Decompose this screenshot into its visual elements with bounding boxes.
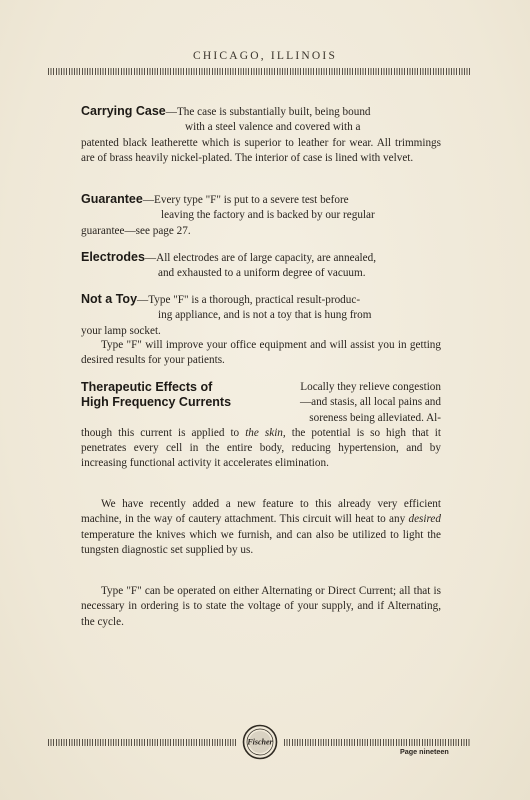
carrying-case-heading: Carrying Case: [81, 104, 166, 118]
electrodes-line1: —All electrodes are of large capacity, are annealed,: [144, 252, 377, 264]
svg-text:Fischer: Fischer: [247, 737, 273, 747]
therapeutic-row3: [81, 411, 441, 426]
therapeutic-line2: —and stasis, all local pains and: [299, 396, 441, 409]
company-seal-logo: [242, 724, 278, 760]
assist-paragraph: Type "F" will improve your office equipment and will assist you in getting desired results for your patients.: [81, 339, 441, 367]
guarantee-heading: Guarantee: [81, 192, 143, 206]
electrodes-paragraph: [81, 250, 441, 282]
current-paragraph: Type "F" can be operated on either Alternating or Direct Current; all that is necessary in ordering is to state the voltage of your supply, and if Alternating, the cycle.: [81, 585, 441, 628]
carrying-case-paragraph: [81, 104, 441, 166]
guarantee-line1: —Every type "F" is put to a severe test before: [142, 194, 349, 206]
not-a-toy-line3: your lamp socket.: [81, 324, 161, 337]
therapeutic-row1: [81, 380, 441, 395]
cautery-text-b: temperature the knives which we furnish, and can also be utilized to light the tungsten diagnostic set supplied by us.: [81, 528, 441, 556]
therapeutic-emphasis: the skin,: [245, 426, 286, 439]
guarantee-paragraph: [81, 192, 441, 239]
carrying-case-line2: with a steel valence and covered with a: [185, 121, 361, 134]
guarantee-line2: leaving the factory and is backed by our regular: [161, 209, 375, 222]
seal-icon: [242, 724, 278, 760]
footer-rule-right: [284, 739, 470, 746]
therapeutic-line4b: the potential is so high that it penetrates every cell in the entire body, reducing hypertension, and by increasing functional activity it accelerates elimination.: [81, 426, 441, 470]
guarantee-line3: guarantee—see page 27.: [81, 224, 191, 237]
electrodes-line2: and exhausted to a uniform degree of vacuum.: [158, 267, 366, 280]
footer-rule-left: [48, 739, 236, 746]
cautery-text-a: We have recently added a new feature to this already very efficient machine, in the way of cautery attachment. This circuit will heat to any: [81, 498, 441, 526]
carrying-case-line3: patented black leatherette which is superior to leather for wear. All trimmings are of brass heavily nickel-plated. The interior of case is lined with velvet.: [81, 136, 441, 164]
carrying-case-line1: —The case is substantially built, being bound: [165, 106, 371, 118]
therapeutic-body: [81, 426, 441, 472]
therapeutic-row2: [81, 395, 441, 410]
therapeutic-heading-line1: Therapeutic Effects of: [81, 380, 213, 394]
not-a-toy-line1: —Type "F" is a thorough, practical result-produc-: [137, 294, 361, 306]
header-ornamental-rule: [48, 68, 470, 75]
therapeutic-heading-line2: High Frequency Currents: [81, 395, 232, 410]
therapeutic-line1: Locally they relieve congestion: [300, 381, 441, 393]
therapeutic-line4a: though this current is applied to: [81, 426, 246, 439]
not-a-toy-heading: Not a Toy: [81, 292, 138, 306]
cautery-paragraph: [81, 497, 441, 558]
not-a-toy-line2: ing appliance, and is not a toy that is hung from: [158, 309, 372, 322]
not-a-toy-paragraph: [81, 292, 441, 339]
therapeutic-paragraph: [81, 380, 441, 472]
therapeutic-line3: soreness being alleviated. Al-: [309, 411, 441, 424]
electrodes-heading: Electrodes: [81, 250, 145, 264]
page-header-title: CHICAGO, ILLINOIS: [192, 50, 338, 62]
cautery-emphasis: desired: [408, 513, 441, 526]
page-number-label: Page nineteen: [400, 747, 449, 756]
